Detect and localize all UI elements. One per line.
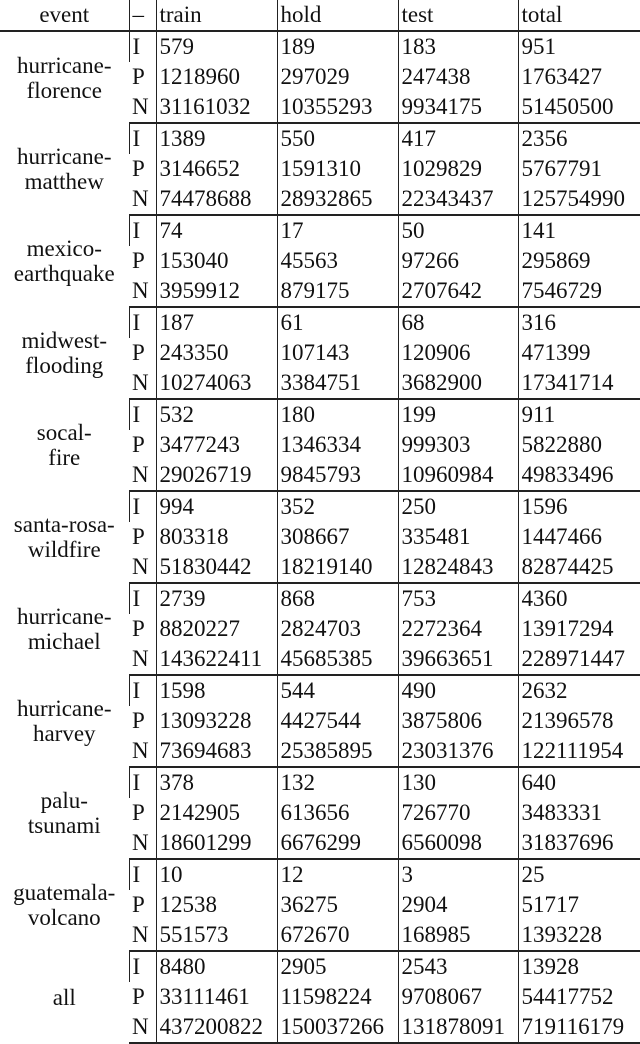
cell-hold: 879175 <box>277 276 398 307</box>
event-name <box>0 215 129 307</box>
count-type-label: I <box>129 859 156 890</box>
event-name-line: guatemala- <box>13 880 116 905</box>
event-name-line: hurricane- <box>17 604 112 629</box>
cell-total: 228971447 <box>518 644 640 675</box>
cell-total: 719116179 <box>518 1012 640 1043</box>
cell-test: 120906 <box>398 338 518 368</box>
count-type-label: I <box>129 399 156 430</box>
cell-total: 17341714 <box>518 368 640 399</box>
cell-test: 97266 <box>398 246 518 276</box>
cell-total: 2356 <box>518 123 640 154</box>
cell-train: 994 <box>156 491 277 522</box>
cell-test: 68 <box>398 307 518 338</box>
table-row <box>0 399 640 430</box>
count-type-label: N <box>129 552 156 583</box>
cell-hold: 107143 <box>277 338 398 368</box>
cell-test: 131878091 <box>398 1012 518 1043</box>
event-name <box>0 491 129 583</box>
cell-train: 10274063 <box>156 368 277 399</box>
cell-test: 9934175 <box>398 92 518 123</box>
cell-total: 141 <box>518 215 640 246</box>
cell-test: 726770 <box>398 798 518 828</box>
cell-test: 50 <box>398 215 518 246</box>
event-group <box>0 583 640 675</box>
cell-hold: 613656 <box>277 798 398 828</box>
cell-test: 199 <box>398 399 518 430</box>
cell-test: 3875806 <box>398 706 518 736</box>
cell-hold: 180 <box>277 399 398 430</box>
cell-total: 31837696 <box>518 828 640 859</box>
cell-train: 29026719 <box>156 460 277 491</box>
cell-total: 911 <box>518 399 640 430</box>
table-row <box>0 951 640 982</box>
cell-total: 13928 <box>518 951 640 982</box>
cell-hold: 672670 <box>277 920 398 951</box>
cell-total: 3483331 <box>518 798 640 828</box>
count-type-label: P <box>132 524 145 549</box>
cell-train: 31161032 <box>156 92 277 123</box>
cell-train: 2739 <box>156 583 277 614</box>
cell-train: 532 <box>156 399 277 430</box>
header-total: total <box>518 0 640 31</box>
event-group <box>0 675 640 767</box>
cell-test: 2707642 <box>398 276 518 307</box>
count-type-label: I <box>129 767 156 798</box>
count-type-label: P <box>132 892 145 917</box>
table-row <box>0 859 640 890</box>
event-name-line: midwest- <box>21 328 108 353</box>
cell-hold: 18219140 <box>277 552 398 583</box>
event-name <box>0 31 129 123</box>
cell-train: 8820227 <box>156 614 277 644</box>
cell-total: 471399 <box>518 338 640 368</box>
event-name-line: hurricane- <box>17 52 112 78</box>
cell-train: 18601299 <box>156 828 277 859</box>
count-type-label: N <box>129 460 156 491</box>
cell-total: 1393228 <box>518 920 640 951</box>
cell-hold: 2905 <box>277 951 398 982</box>
count-type-label: P <box>132 708 145 733</box>
table-row <box>0 123 640 154</box>
cell-hold: 189 <box>277 31 398 62</box>
cell-train: 3959912 <box>156 276 277 307</box>
event-group <box>0 31 640 123</box>
header-event: event <box>0 0 129 31</box>
event-name <box>0 675 129 767</box>
cell-train: 153040 <box>156 246 277 276</box>
event-name <box>0 767 129 859</box>
count-type-label: N <box>129 92 156 123</box>
count-type-label: N <box>129 920 156 951</box>
table-row <box>0 307 640 338</box>
count-type-label: P <box>132 984 145 1009</box>
cell-test: 23031376 <box>398 736 518 767</box>
cell-test: 490 <box>398 675 518 706</box>
cell-total: 295869 <box>518 246 640 276</box>
header-row <box>0 0 640 31</box>
cell-hold: 61 <box>277 307 398 338</box>
cell-hold: 12 <box>277 859 398 890</box>
cell-train: 803318 <box>156 522 277 552</box>
cell-total: 51717 <box>518 890 640 920</box>
count-type-label: I <box>129 951 156 982</box>
count-type-label: P <box>132 432 145 457</box>
count-type-label: I <box>129 491 156 522</box>
cell-train: 10 <box>156 859 277 890</box>
cell-test: 130 <box>398 767 518 798</box>
cell-hold: 3384751 <box>277 368 398 399</box>
cell-test: 3682900 <box>398 368 518 399</box>
cell-total: 21396578 <box>518 706 640 736</box>
cell-hold: 25385895 <box>277 736 398 767</box>
cell-test: 3 <box>398 859 518 890</box>
cell-train: 187 <box>156 307 277 338</box>
cell-total: 640 <box>518 767 640 798</box>
cell-test: 9708067 <box>398 982 518 1012</box>
cell-hold: 308667 <box>277 522 398 552</box>
cell-test: 183 <box>398 31 518 62</box>
cell-test: 168985 <box>398 920 518 951</box>
cell-hold: 150037266 <box>277 1012 398 1043</box>
cell-test: 1029829 <box>398 154 518 184</box>
count-type-label: N <box>129 1012 156 1043</box>
event-name <box>0 399 129 491</box>
count-type-label: I <box>129 123 156 154</box>
table-row <box>0 491 640 522</box>
cell-test: 335481 <box>398 522 518 552</box>
event-name <box>0 859 129 951</box>
header-marker: – <box>129 0 156 31</box>
cell-train: 551573 <box>156 920 277 951</box>
count-type-label: P <box>132 800 145 825</box>
count-type-label: N <box>129 184 156 215</box>
cell-train: 378 <box>156 767 277 798</box>
cell-train: 243350 <box>156 338 277 368</box>
cell-hold: 45685385 <box>277 644 398 675</box>
cell-train: 73694683 <box>156 736 277 767</box>
count-type-label: N <box>129 828 156 859</box>
cell-total: 5822880 <box>518 430 640 460</box>
count-type-label: N <box>129 644 156 675</box>
cell-hold: 10355293 <box>277 92 398 123</box>
event-group <box>0 491 640 583</box>
cell-hold: 36275 <box>277 890 398 920</box>
table-row <box>0 767 640 798</box>
header-train: train <box>156 0 277 31</box>
cell-total: 2632 <box>518 675 640 706</box>
cell-hold: 352 <box>277 491 398 522</box>
cell-total: 122111954 <box>518 736 640 767</box>
cell-train: 74 <box>156 215 277 246</box>
cell-train: 3146652 <box>156 154 277 184</box>
cell-total: 5767791 <box>518 154 640 184</box>
cell-train: 1389 <box>156 123 277 154</box>
event-group <box>0 123 640 215</box>
cell-train: 579 <box>156 31 277 62</box>
cell-total: 951 <box>518 31 640 62</box>
cell-total: 4360 <box>518 583 640 614</box>
cell-hold: 868 <box>277 583 398 614</box>
event-name <box>0 123 129 215</box>
cell-test: 417 <box>398 123 518 154</box>
event-name <box>0 951 129 1043</box>
cell-total: 7546729 <box>518 276 640 307</box>
event-name-line: wildfire <box>27 537 101 562</box>
event-name-line: hurricane- <box>17 144 112 169</box>
cell-total: 54417752 <box>518 982 640 1012</box>
count-type-label: N <box>129 368 156 399</box>
cell-total: 82874425 <box>518 552 640 583</box>
count-type-label: I <box>129 215 156 246</box>
event-name <box>0 307 129 399</box>
event-name-line: socal- <box>36 420 92 445</box>
cell-train: 74478688 <box>156 184 277 215</box>
event-name <box>0 583 129 675</box>
count-type-label: N <box>129 276 156 307</box>
cell-train: 437200822 <box>156 1012 277 1043</box>
cell-train: 2142905 <box>156 798 277 828</box>
table-row <box>0 583 640 614</box>
cell-test: 753 <box>398 583 518 614</box>
header-test: test <box>398 0 518 31</box>
event-name-line: flooding <box>25 353 104 378</box>
cell-train: 3477243 <box>156 430 277 460</box>
cell-total: 13917294 <box>518 614 640 644</box>
cell-hold: 11598224 <box>277 982 398 1012</box>
cell-train: 1598 <box>156 675 277 706</box>
cell-test: 10960984 <box>398 460 518 491</box>
cell-total: 125754990 <box>518 184 640 215</box>
cell-hold: 28932865 <box>277 184 398 215</box>
event-name-line: earthquake <box>13 261 115 286</box>
event-name-line: mexico- <box>26 236 102 261</box>
cell-hold: 132 <box>277 767 398 798</box>
cell-hold: 297029 <box>277 62 398 92</box>
event-name-line: florence <box>26 77 102 103</box>
cell-hold: 9845793 <box>277 460 398 491</box>
cell-hold: 45563 <box>277 246 398 276</box>
event-name-line: tsunami <box>27 813 101 838</box>
cell-test: 250 <box>398 491 518 522</box>
cell-total: 25 <box>518 859 640 890</box>
cell-test: 6560098 <box>398 828 518 859</box>
event-group <box>0 399 640 491</box>
cell-total: 49833496 <box>518 460 640 491</box>
event-group <box>0 307 640 399</box>
count-type-label: N <box>129 736 156 767</box>
cell-train: 51830442 <box>156 552 277 583</box>
cell-test: 247438 <box>398 62 518 92</box>
event-name-line: palu- <box>40 788 88 813</box>
event-name-line: harvey <box>32 721 96 746</box>
cell-test: 39663651 <box>398 644 518 675</box>
event-group <box>0 215 640 307</box>
count-type-label: I <box>129 307 156 338</box>
count-type-label: I <box>129 31 156 62</box>
table-row <box>0 215 640 246</box>
cell-hold: 1591310 <box>277 154 398 184</box>
count-type-label: P <box>132 64 145 89</box>
cell-train: 8480 <box>156 951 277 982</box>
cell-train: 1218960 <box>156 62 277 92</box>
event-name-line: all <box>52 984 76 1010</box>
count-type-label: I <box>129 675 156 706</box>
table-row <box>0 675 640 706</box>
count-type-label: P <box>132 616 145 641</box>
cell-total: 1763427 <box>518 62 640 92</box>
cell-total: 316 <box>518 307 640 338</box>
cell-hold: 2824703 <box>277 614 398 644</box>
cell-test: 2272364 <box>398 614 518 644</box>
event-name-line: michael <box>27 629 101 654</box>
cell-test: 2543 <box>398 951 518 982</box>
count-type-label: I <box>129 583 156 614</box>
cell-hold: 550 <box>277 123 398 154</box>
cell-total: 1447466 <box>518 522 640 552</box>
cell-hold: 544 <box>277 675 398 706</box>
count-type-label: P <box>132 156 145 181</box>
event-name-line: matthew <box>24 169 104 194</box>
event-group <box>0 767 640 859</box>
event-group <box>0 859 640 951</box>
event-name-line: volcano <box>27 905 101 930</box>
cell-train: 33111461 <box>156 982 277 1012</box>
count-type-label: P <box>132 340 145 365</box>
table-row <box>0 31 640 62</box>
cell-hold: 6676299 <box>277 828 398 859</box>
cell-test: 2904 <box>398 890 518 920</box>
cell-total: 51450500 <box>518 92 640 123</box>
cell-train: 13093228 <box>156 706 277 736</box>
cell-hold: 4427544 <box>277 706 398 736</box>
cell-test: 999303 <box>398 430 518 460</box>
cell-hold: 17 <box>277 215 398 246</box>
cell-hold: 1346334 <box>277 430 398 460</box>
event-name-line: hurricane- <box>17 696 112 721</box>
cell-total: 1596 <box>518 491 640 522</box>
header-hold: hold <box>277 0 398 31</box>
cell-train: 12538 <box>156 890 277 920</box>
count-type-label: P <box>132 248 145 273</box>
cell-test: 12824843 <box>398 552 518 583</box>
event-group <box>0 951 640 1043</box>
cell-test: 22343437 <box>398 184 518 215</box>
event-name-line: santa-rosa- <box>13 512 115 537</box>
event-name-line: fire <box>48 445 81 470</box>
cell-train: 143622411 <box>156 644 277 675</box>
